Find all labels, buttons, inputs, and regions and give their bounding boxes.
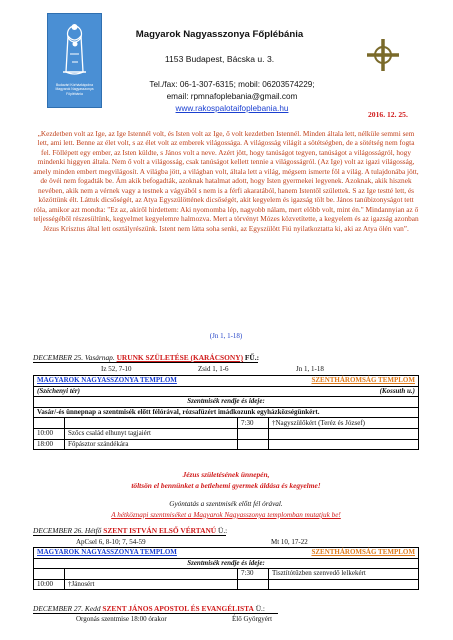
table-row bbox=[34, 548, 419, 559]
logo-text: Budavári Kórházkápolna Magyarok Nagyasszonya Főplébánia bbox=[55, 83, 94, 96]
parish-address: 1153 Budapest, Bácska u. 3. bbox=[164, 54, 275, 64]
table-row bbox=[34, 579, 419, 590]
day2-left-intent: †Jánosért bbox=[65, 579, 238, 590]
day1-row2-intent: Főpásztor szándékára bbox=[65, 439, 238, 450]
day2-right-intent: Tisztítótűzben szenvedő lelkekért bbox=[269, 569, 419, 580]
day2-right-time: 7:30 bbox=[238, 569, 269, 580]
day1-church-left-sub: (Széchenyi tér) bbox=[34, 386, 238, 397]
day1-church-left[interactable]: MAGYAROK NAGYASSZONYA TEMPLOM bbox=[37, 376, 177, 385]
day3-feast: SZENT JÁNOS APOSTOL ÉS EVANGÉLISTA bbox=[102, 604, 254, 613]
day2-left-time: 10:00 bbox=[34, 579, 65, 590]
day1-reading-2: Zsid 1, 1-6 bbox=[198, 365, 229, 373]
table-row bbox=[34, 397, 419, 408]
day1-right-intent: †Nagyszülőkért (Teréz és József) bbox=[269, 418, 419, 429]
website-link[interactable]: www.rakospalotaifoplebania.hu bbox=[175, 104, 289, 113]
parish-phone: Tel./fax: 06-1-307-6315; mobil: 06203574229; bbox=[149, 80, 315, 89]
table-row bbox=[34, 428, 419, 439]
day1-notice: Vasár/-és ünnepnap a szentmisék előtt félórával, rózsafüzért imádkozunk egyházközségünkért. bbox=[34, 407, 419, 418]
day2-underline bbox=[33, 535, 226, 536]
day1-feast: URUNK SZÜLETÉSE (KARÁCSONY) bbox=[116, 353, 244, 362]
day1-row2-time: 18:00 bbox=[34, 439, 65, 450]
table-row bbox=[34, 569, 419, 580]
parish-title: Magyarok Nagyasszonya Főplébánia bbox=[135, 29, 304, 40]
day2-reading-1: ApCsel 6, 8-10; 7, 54-59 bbox=[76, 538, 146, 546]
day1-church-left-cell bbox=[34, 376, 238, 387]
day1-heading bbox=[33, 353, 259, 362]
confession-note: Gyóntatás a szentmisék előtt fél órával. bbox=[169, 500, 283, 508]
table-row bbox=[34, 558, 419, 569]
parish-email: email: rpmnafoplebania@gmail.com bbox=[166, 92, 298, 101]
day1-right-time: 7:30 bbox=[238, 418, 269, 429]
day2-reading-2: Mt 10, 17-22 bbox=[271, 538, 308, 546]
day3-date: DECEMBER 27. Kedd bbox=[33, 604, 101, 613]
day2-church-left[interactable]: MAGYAROK NAGYASSZONYA TEMPLOM bbox=[37, 548, 177, 557]
bulletin-date: 2016. 12. 25. bbox=[368, 110, 408, 119]
day1-church-right-cell bbox=[238, 376, 419, 387]
table-row bbox=[34, 418, 419, 429]
day1-reading-1: Iz 52, 7-10 bbox=[101, 365, 132, 373]
day3-suffix: Ü.: bbox=[255, 604, 265, 613]
greeting-line1: Jézus születésének ünnepén, bbox=[182, 470, 270, 479]
weekday-note: A hétköznapi szentmiséket a Magyarok Nagyasszonya templomban mutatjuk be! bbox=[111, 511, 341, 519]
day1-date: DECEMBER 25. Vasárnap. bbox=[33, 353, 115, 362]
day2-heading bbox=[33, 526, 227, 535]
table-row bbox=[34, 407, 419, 418]
gospel-reference: (Jn 1, 1-18) bbox=[209, 332, 243, 340]
day3-heading bbox=[33, 604, 265, 613]
greeting-line2: töltsön el bennünket a betlehemi gyermek áldása és kegyelme! bbox=[131, 481, 321, 490]
website-line bbox=[112, 104, 352, 113]
day2-feast: SZENT ISTVÁN ELSŐ VÉRTANÚ bbox=[103, 526, 217, 535]
madonna-icon bbox=[48, 14, 101, 84]
gospel-text: „Kezdetben volt az Ige, az Ige Istennél volt, és Isten volt az Ige, ő volt kezdetben Istennél. Minden általa lett, nélküle semmi sem lett, ami lett. Benne az élet volt, s az élet volt az emberek világossága. A világosság világít a sötétségben, de a sötétség nem fogta fel. Föllépett egy ember, az Isten küldte, s János volt a neve. Azért jött, hogy tanúságot tegyen, tanúságot a világosságról, hogy mindenki higgyen általa. Nem ő volt a világosság, csak tanúságot kellett tennie a világosságról. (Az Ige) volt az igazi világosság, amely minden embert megvilágosít. A világba jött, a világban volt, általa lett a világ, mégsem ismerte föl a világ. A tulajdonába jött, de övéi nem fogadták be. Ám akik befogadták, azoknak hatalmat adott, hogy Isten gyermekei legyenek. Azoknak, akik hisznek nevében, akik nem a vérnek vagy a testnek a vágyából s nem is a férfi akaratából, hanem Istentől születtek. S az Ige testté lett, és közöttünk élt. Láttuk dicsőségét, az Atya Egyszülöttének dicsőségét, akit kegyelem és igazság tölt be. János tanúbizonyságot tett róla, amikor azt mondta: "Ez az, akiről hirdettem: Aki nyomomba lép, nagyobb nálam, mert előbb volt, mint én." Mindannyian az ő teljességéből részesültünk, kegyelmet kegyelemre halmozva. Mert a törvényt Mózes közvetítette, a kegyelem és az igazság azonban Jézus Krisztus által lett osztályrészünk. Istent nem látta soha senki, az Egyszülött Fiú nyilatkoztatta ki, aki az Atya ölén van”. bbox=[33, 129, 419, 233]
day1-reading-3: Jn 1, 1-18 bbox=[296, 365, 324, 373]
day3-name: Élő Györgyért bbox=[232, 615, 273, 623]
day1-church-right[interactable]: SZENTHÁROMSÁG TEMPLOM bbox=[311, 376, 415, 385]
day1-schedule-table bbox=[33, 375, 419, 450]
day1-church-right-sub: (Kossuth u.) bbox=[238, 386, 419, 397]
day3-underline bbox=[33, 613, 278, 614]
day2-schedule-table bbox=[33, 547, 419, 590]
table-row bbox=[34, 386, 419, 397]
parish-logo bbox=[47, 13, 102, 108]
celtic-cross-icon bbox=[366, 38, 400, 72]
day1-row1-time: 10:00 bbox=[34, 428, 65, 439]
table-row bbox=[34, 439, 419, 450]
day2-schedule-label: Szentmisék rendje és ideje: bbox=[34, 558, 419, 569]
day2-suffix: Ü.: bbox=[217, 526, 228, 535]
table-row bbox=[34, 376, 419, 387]
day2-church-right[interactable]: SZENTHÁROMSÁG TEMPLOM bbox=[311, 548, 415, 557]
day2-date: DECEMBER 26. Hétfő bbox=[33, 526, 102, 535]
day1-underline bbox=[33, 362, 258, 363]
day1-suffix: FŰ.: bbox=[244, 353, 260, 362]
day1-schedule-label: Szentmisék rendje és ideje: bbox=[34, 397, 419, 408]
day1-row1-intent: Szőcs család elhunyt tagjaiért bbox=[65, 428, 238, 439]
day3-note: Orgonás szentmise 18:00 órakor bbox=[76, 615, 167, 623]
